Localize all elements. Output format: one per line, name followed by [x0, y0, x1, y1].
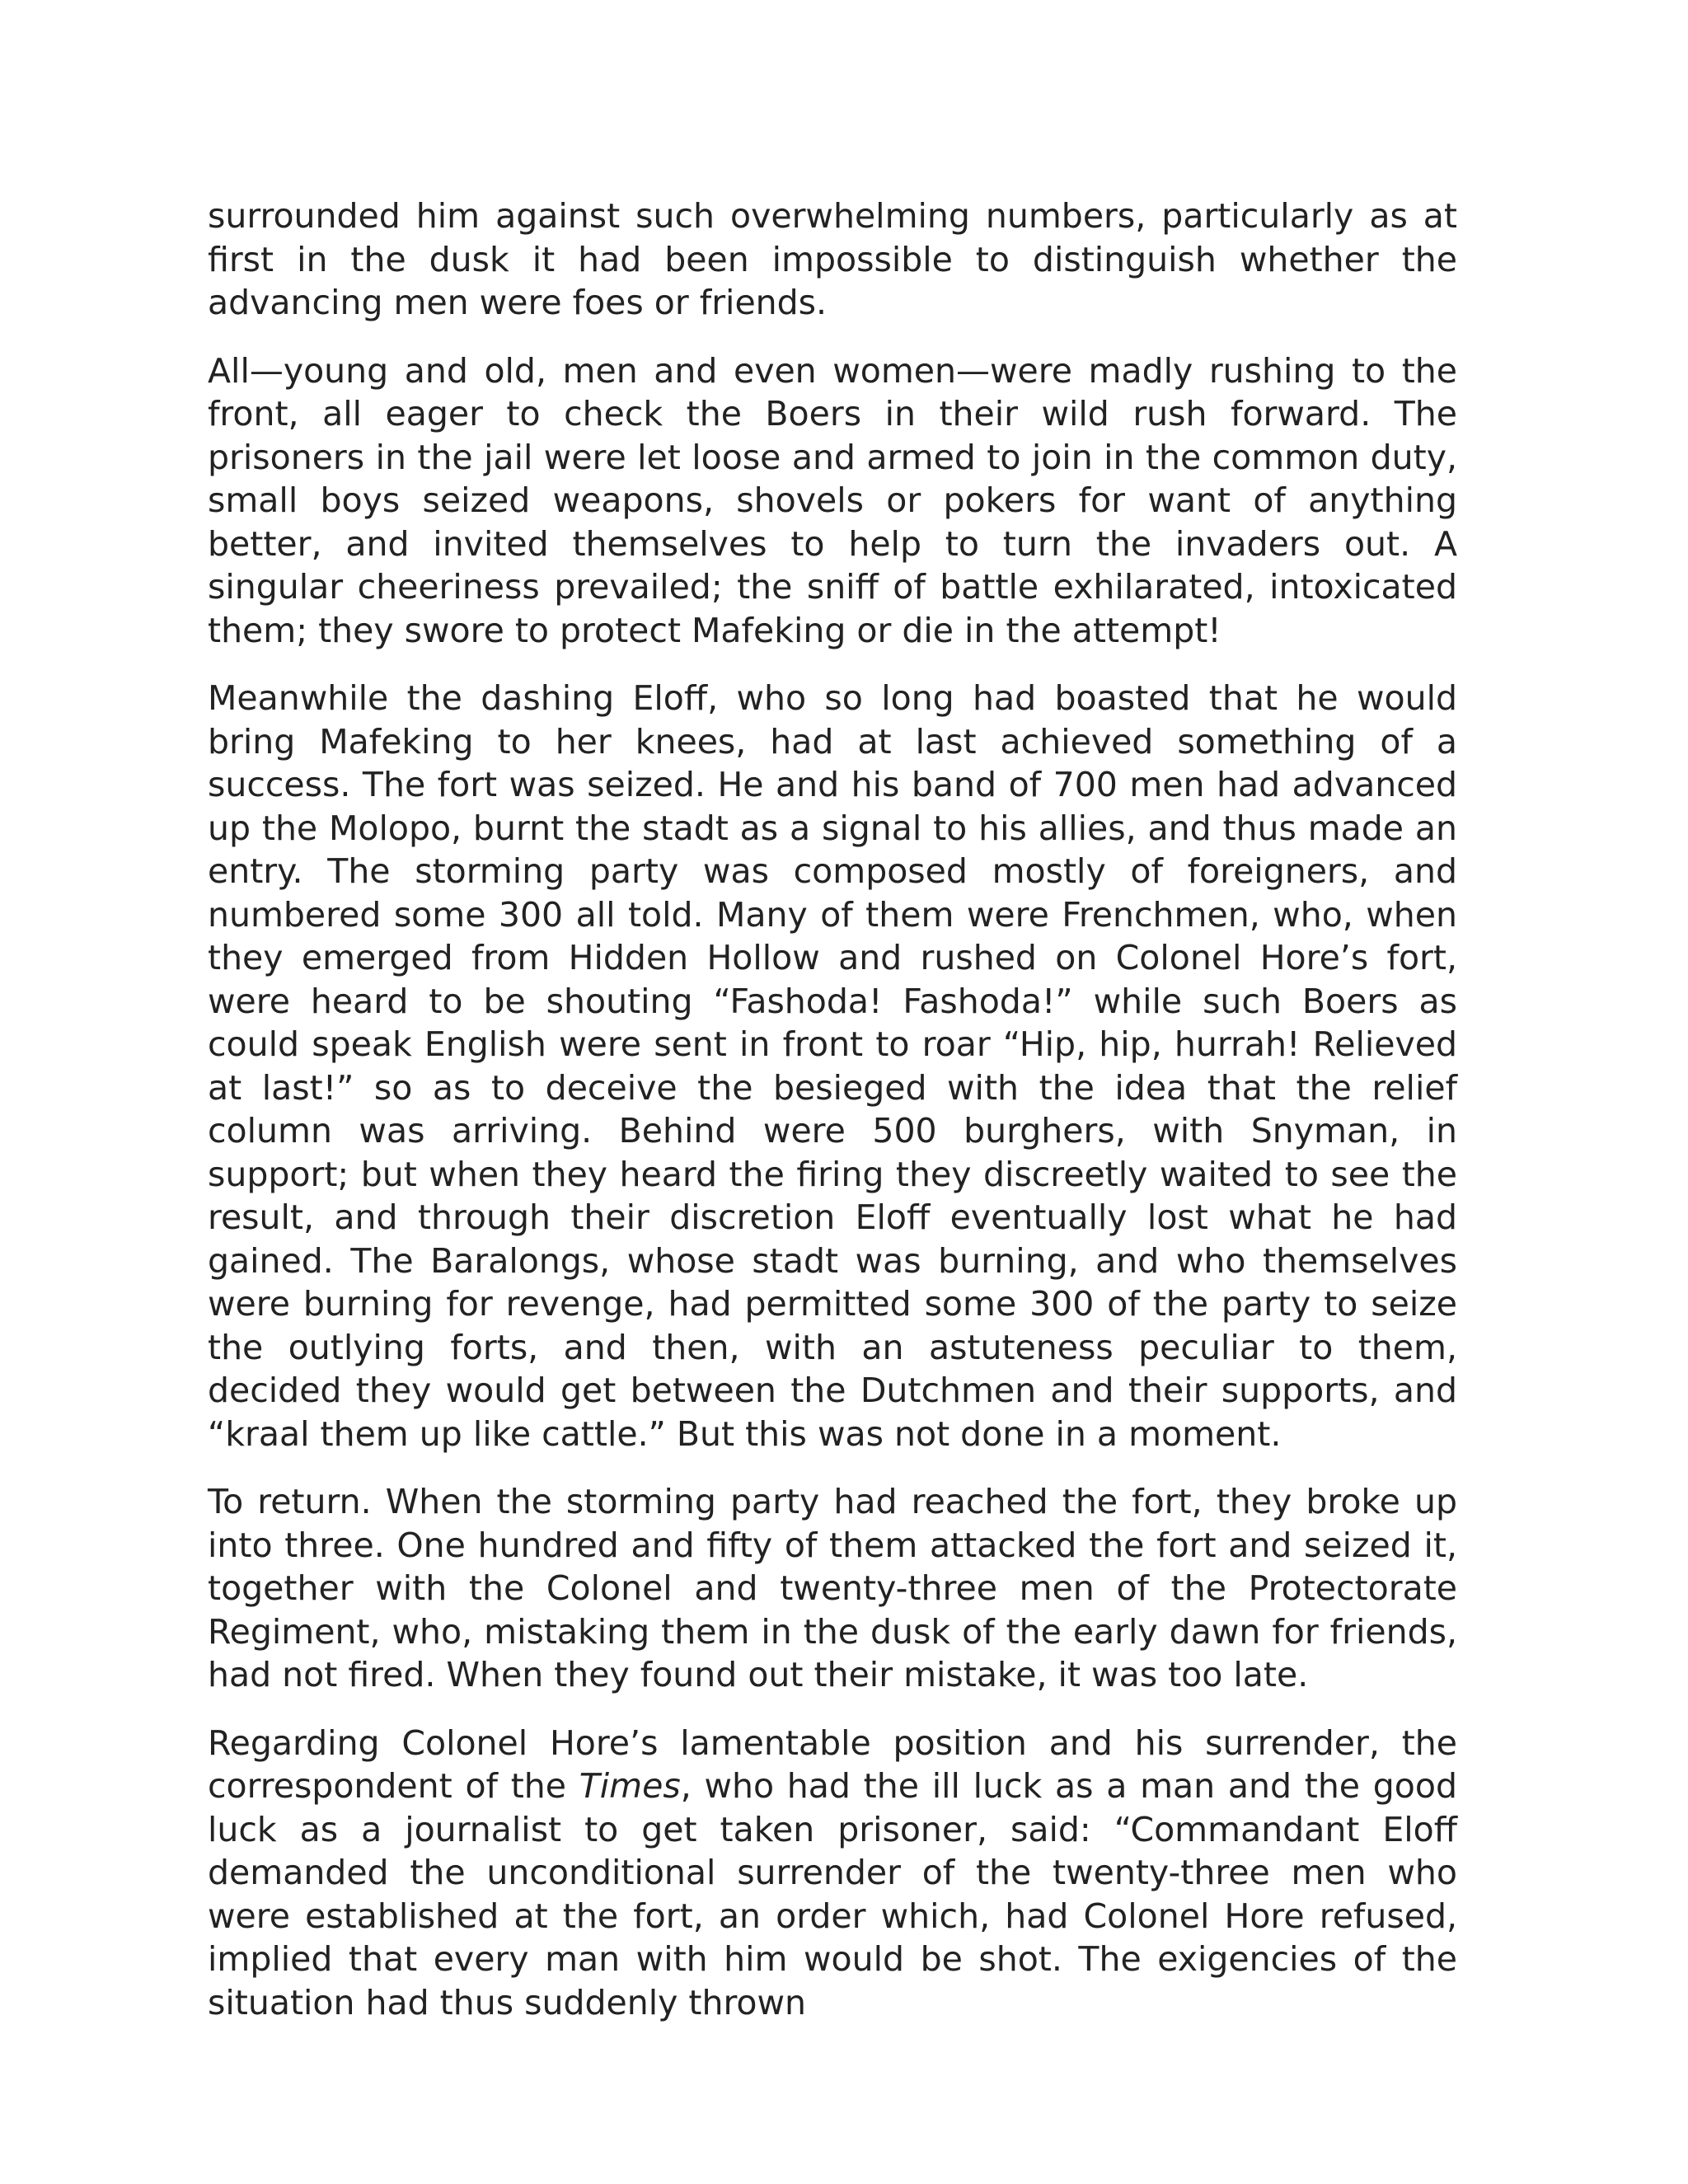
body-text — [208, 194, 1457, 2024]
paragraph-5-text-after: , who had the ill luck as a man and the good luck as a journalist to get taken prisoner, said: “Commandant Eloff demanded the unconditional surrender of the twenty-three men who were established at the fort, an order which, had Colonel Hore refused, implied that every man with him would be shot. The exigencies of the situation had thus suddenly thrown — [208, 1766, 1457, 2022]
paragraph-3: Meanwhile the dashing Eloff, who so long had boasted that he would bring Mafeking to her knees, had at last achieved something of a success. The fort was seized. He and his band of 700 men had advanced up the Molopo, burnt the stadt as a signal to his allies, and thus made an entry. The storming party was composed mostly of foreigners, and numbered some 300 all told. Many of them were Frenchmen, who, when they emerged from Hidden Hollow and rushed on Colonel Hore’s fort, were heard to be shouting “Fashoda! Fashoda!” while such Boers as could speak English were sent in front to roar “Hip, hip, hurrah! Relieved at last!” so as to deceive the besieged with the idea that the relief column was arriving. Behind were 500 burghers, with Snyman, in support; but when they heard the firing they discreetly waited to see the result, and through their discretion Eloff eventually lost what he had gained. The Baralongs, whose stadt was burning, and who themselves were burning for revenge, had permitted some 300 of the party to seize the outlying forts, and then, with an astuteness peculiar to them, decided they would get between the Dutchmen and their supports, and “kraal them up like cattle.” But this was not done in a moment. — [208, 678, 1457, 1454]
paragraph-4: To return. When the storming party had reached the fort, they broke up into three. One hundred and fifty of them attacked the fort and seized it, together with the Colonel and twenty-three men of the Protectorate Regiment, who, mistaking them in the dusk of the early dawn for friends, had not fired. When they found out their mistake, it was too late. — [208, 1482, 1457, 1694]
paragraph-2: All—young and old, men and even women—were madly rushing to the front, all eager to check the Boers in their wild rush forward. The prisoners in the jail were let loose and armed to join in the common duty, small boys seized weapons, shovels or pokers for want of anything better, and invited themselves to help to turn the invaders out. A singular cheeriness prevailed; the sniff of battle exhilarated, intoxicated them; they swore to protect Mafeking or die in the attempt! — [208, 350, 1457, 650]
paragraph-1: surrounded him against such overwhelming numbers, particularly as at first in the dusk it had been impossible to distinguish whether the advancing men were foes or friends. — [208, 196, 1457, 322]
paragraph-5-text-before: Regarding Colonel Hore’s lamentable position and his surrender, the correspondent of the — [208, 1722, 1457, 1806]
newspaper-title-italic: Times — [579, 1766, 681, 1806]
paragraph-5 — [208, 1722, 1457, 2025]
